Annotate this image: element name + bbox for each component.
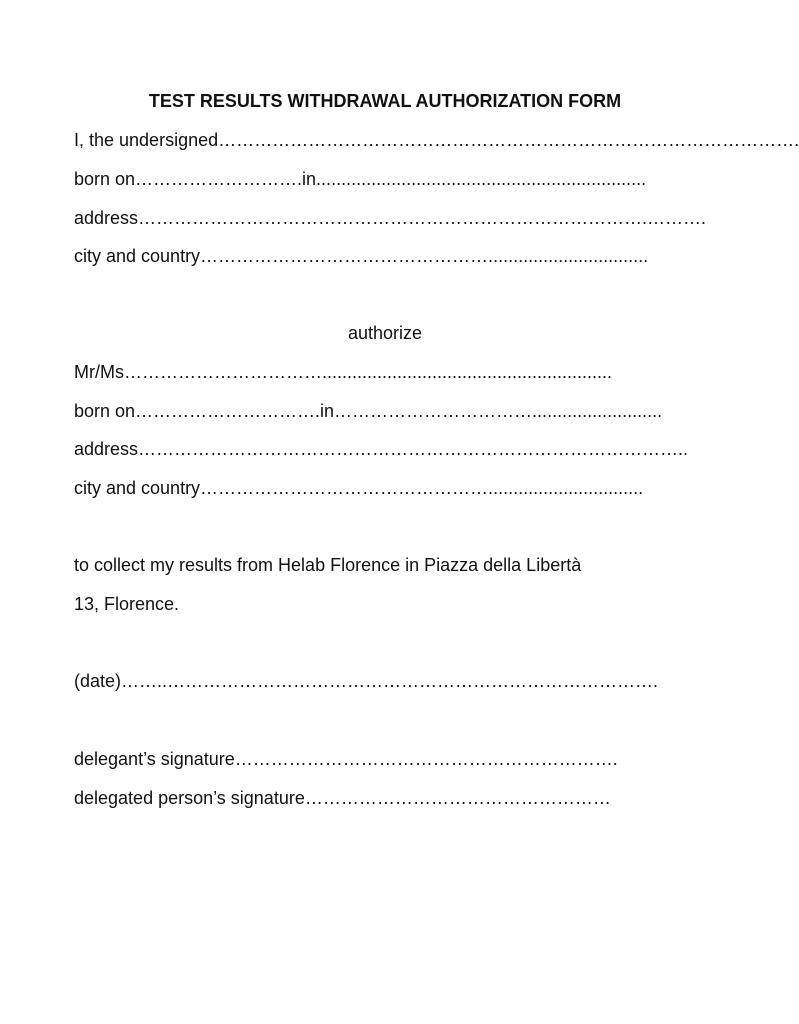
delegant-born-on-line: born on……………………….in.................................................................. <box>74 169 647 189</box>
authorize-label: authorize <box>347 323 423 343</box>
form-title: TEST RESULTS WITHDRAWAL AUTHORIZATION FORM <box>148 91 622 111</box>
delegated-signature-line: delegated person’s signature…………………………………………… <box>74 788 611 808</box>
undersigned-line: I, the undersigned……………………………………………………………………………………. <box>74 130 799 150</box>
delegate-born-on-line: born on………………………….in…………………………….......................... <box>74 401 663 421</box>
date-line: (date)……..………………………………………………………………………. <box>74 671 659 691</box>
collect-statement-line-2: 13, Florence. <box>74 594 180 614</box>
delegant-address-line: address………………………………………………………………………….………. <box>74 208 707 228</box>
delegant-signature-line: delegant’s signature………………………………………………………. <box>74 749 618 769</box>
delegate-city-country-line: city and country…………………………………………............................... <box>74 478 644 498</box>
delegate-name-line: Mr/Ms…………………………….......................................................... <box>74 362 613 382</box>
delegate-address-line: address……………………………………………………………………………….. <box>74 439 689 459</box>
collect-statement-line-1: to collect my results from Helab Florence in Piazza della Libertà <box>74 555 582 575</box>
delegant-city-country-line: city and country…………………………………………................................ <box>74 246 649 266</box>
